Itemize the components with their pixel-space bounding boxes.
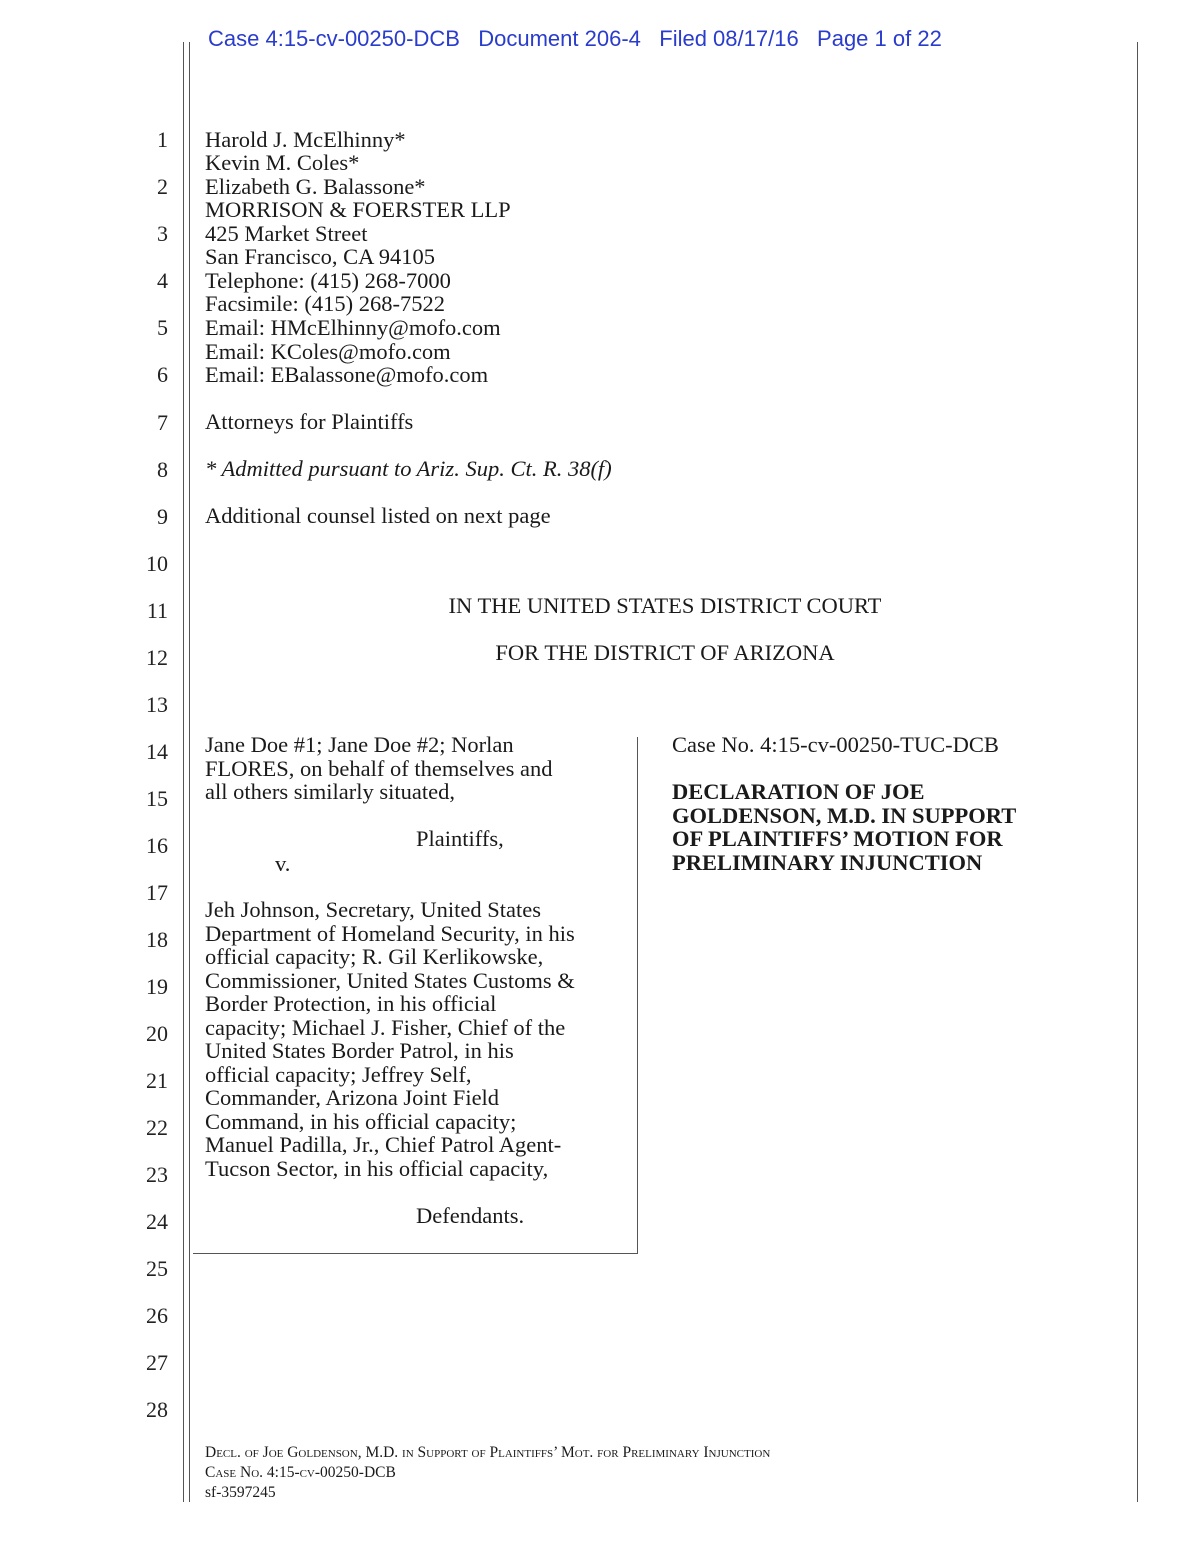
defendants-label: Defendants. xyxy=(416,1203,525,1228)
counsel-line: Email: KColes@mofo.com xyxy=(205,339,451,364)
footer-case-number xyxy=(205,1465,396,1481)
header-case-number: Case 4:15-cv-00250-DCB xyxy=(208,26,460,51)
header-page-count: Page 1 of 22 xyxy=(817,26,942,51)
document-title-line: PRELIMINARY INJUNCTION xyxy=(672,850,983,875)
defendants-line: Jeh Johnson, Secretary, United States xyxy=(205,897,541,922)
header-document-number: Document 206-4 xyxy=(478,26,641,51)
defendants-line: Manuel Padilla, Jr., Chief Patrol Agent- xyxy=(205,1132,562,1157)
line-number: 20 xyxy=(146,1021,168,1046)
footer-doc-id: sf-3597245 xyxy=(205,1484,276,1501)
counsel-line: Kevin M. Coles* xyxy=(205,150,360,175)
right-margin-rule xyxy=(1137,42,1138,1502)
line-number: 26 xyxy=(146,1303,168,1328)
plaintiffs-label: Plaintiffs, xyxy=(416,826,504,851)
versus-label: v. xyxy=(275,851,291,876)
document-title-line: GOLDENSON, M.D. IN SUPPORT xyxy=(672,803,1017,828)
counsel-line: Harold J. McElhinny* xyxy=(205,127,406,152)
line-number: 22 xyxy=(146,1115,168,1140)
counsel-line: San Francisco, CA 94105 xyxy=(205,244,435,269)
line-number: 9 xyxy=(157,504,168,529)
defendants-line: Tucson Sector, in his official capacity, xyxy=(205,1156,549,1181)
line-number: 7 xyxy=(157,410,168,435)
counsel-line: Telephone: (415) 268-7000 xyxy=(205,268,451,293)
line-number: 14 xyxy=(146,739,168,764)
additional-counsel-note: Additional counsel listed on next page xyxy=(205,503,551,528)
line-number: 4 xyxy=(157,268,168,293)
line-number: 15 xyxy=(146,786,168,811)
line-number: 5 xyxy=(157,315,168,340)
line-number: 11 xyxy=(146,598,168,623)
header-filed-date: Filed 08/17/16 xyxy=(659,26,799,51)
line-number: 12 xyxy=(146,645,168,670)
plaintiffs-line: all others similarly situated, xyxy=(205,779,455,804)
defendants-line: Commander, Arizona Joint Field xyxy=(205,1085,500,1110)
counsel-line: MORRISON & FOERSTER LLP xyxy=(205,197,511,222)
defendants-line: Border Protection, in his official xyxy=(205,991,497,1016)
line-number: 18 xyxy=(146,927,168,952)
left-margin-rule-outer xyxy=(183,42,184,1502)
defendants-line: official capacity; Jeffrey Self, xyxy=(205,1062,472,1087)
line-number: 3 xyxy=(157,221,168,246)
defendants-line: Command, in his official capacity; xyxy=(205,1109,517,1134)
counsel-line: 425 Market Street xyxy=(205,221,368,246)
plaintiffs-line: Jane Doe #1; Jane Doe #2; Norlan xyxy=(205,732,514,757)
defendants-line: Department of Homeland Security, in his xyxy=(205,921,575,946)
line-number: 24 xyxy=(146,1209,168,1234)
counsel-line: Email: HMcElhinny@mofo.com xyxy=(205,315,501,340)
admitted-note: * Admitted pursuant to Ariz. Sup. Ct. R. 38(f) xyxy=(205,456,612,481)
left-margin-rule-inner xyxy=(189,42,190,1502)
line-number: 25 xyxy=(146,1256,168,1281)
defendants-line: capacity; Michael J. Fisher, Chief of the xyxy=(205,1015,566,1040)
line-number: 23 xyxy=(146,1162,168,1187)
attorneys-for-plaintiffs: Attorneys for Plaintiffs xyxy=(205,409,414,434)
line-number: 19 xyxy=(146,974,168,999)
document-title-line: DECLARATION OF JOE xyxy=(672,779,925,804)
line-number: 17 xyxy=(146,880,168,905)
line-number: 6 xyxy=(157,362,168,387)
line-number: 1 xyxy=(157,127,168,152)
document-title-line: OF PLAINTIFFS’ MOTION FOR xyxy=(672,826,1003,851)
line-number: 28 xyxy=(146,1397,168,1422)
court-district: FOR THE DISTRICT OF ARIZONA xyxy=(495,640,835,665)
line-number: 27 xyxy=(146,1350,168,1375)
line-number: 13 xyxy=(146,692,168,717)
counsel-line: Email: EBalassone@mofo.com xyxy=(205,362,489,387)
footer-title-text: Decl. of Joe Goldenson, M.D. in Support of Plaintiffs’ Mot. for Preliminary Injunction xyxy=(205,1444,771,1461)
line-number: 10 xyxy=(146,551,168,576)
defendants-line: Commissioner, United States Customs & xyxy=(205,968,575,993)
defendants-line: United States Border Patrol, in his xyxy=(205,1038,514,1063)
plaintiffs-line: FLORES, on behalf of themselves and xyxy=(205,756,553,781)
line-number: 2 xyxy=(157,174,168,199)
case-number: Case No. 4:15-cv-00250-TUC-DCB xyxy=(672,732,999,757)
line-number: 16 xyxy=(146,833,168,858)
defendants-line: official capacity; R. Gil Kerlikowske, xyxy=(205,944,544,969)
ecf-header-stamp xyxy=(208,26,942,52)
caption-divider-horizontal xyxy=(193,1253,638,1254)
line-number: 8 xyxy=(157,457,168,482)
line-number: 21 xyxy=(146,1068,168,1093)
footer-case-number-text: Case No. 4:15-cv-00250-DCB xyxy=(205,1464,396,1481)
court-name: IN THE UNITED STATES DISTRICT COURT xyxy=(448,593,882,618)
counsel-line: Elizabeth G. Balassone* xyxy=(205,174,426,199)
counsel-line: Facsimile: (415) 268-7522 xyxy=(205,291,445,316)
footer-title xyxy=(205,1445,770,1461)
caption-divider-vertical xyxy=(637,737,638,1254)
